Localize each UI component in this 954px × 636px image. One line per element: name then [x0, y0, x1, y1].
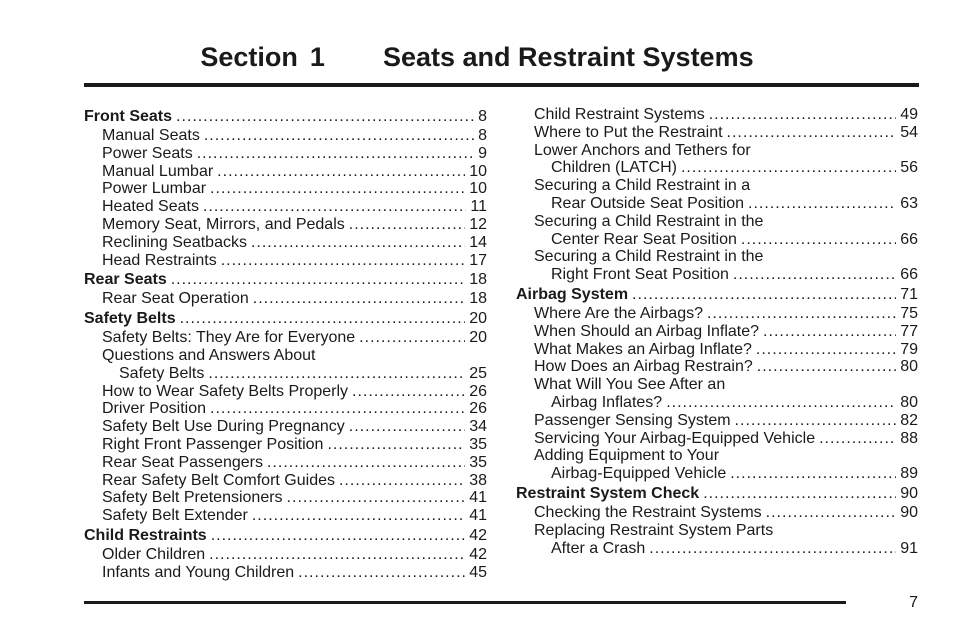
toc-entry-label: Children (LATCH) [551, 159, 677, 177]
toc-section-entry[interactable] [84, 525, 487, 546]
toc-leader-dots [252, 507, 465, 525]
toc-entry-label: Restraint System Check [516, 484, 700, 502]
toc-entry[interactable] [516, 447, 918, 465]
toc-entry-page: 75 [900, 304, 918, 322]
toc-leader-dots [352, 383, 465, 401]
toc-entry-label: Rear Seat Passengers [102, 453, 263, 471]
toc-leader-dots [298, 564, 465, 582]
toc-leader-dots [210, 180, 465, 198]
toc-entry[interactable] [516, 504, 918, 522]
toc-entry[interactable] [84, 418, 487, 436]
toc-entry[interactable] [516, 213, 918, 231]
toc-entry-label: Where Are the Airbags? [534, 304, 703, 322]
page-number: 7 [909, 594, 918, 611]
toc-entry[interactable] [516, 195, 918, 213]
toc-entry-page: 34 [469, 418, 487, 436]
toc-entry[interactable] [516, 305, 918, 323]
toc-entry-label: Airbag-Equipped Vehicle [551, 465, 727, 483]
toc-entry[interactable] [516, 358, 918, 376]
toc-leader-dots [763, 323, 896, 341]
toc-entry-label: Power Seats [102, 144, 193, 162]
toc-left-column [84, 106, 487, 582]
toc-entry-label: What Makes an Airbag Inflate? [534, 340, 752, 358]
toc-entry-page: 71 [900, 285, 918, 303]
toc-entry-page: 45 [469, 563, 487, 581]
toc-entry-label: Rear Safety Belt Comfort Guides [102, 471, 335, 489]
toc-entry-label: Replacing Restraint System Parts [534, 521, 774, 539]
toc-entry[interactable] [516, 248, 918, 266]
toc-entry-label: Right Front Passenger Position [102, 435, 324, 453]
toc-entry[interactable] [516, 266, 918, 284]
toc-entry-page: 42 [469, 545, 487, 563]
toc-entry-page: 42 [469, 526, 487, 544]
toc-leader-dots [253, 290, 465, 308]
toc-entry[interactable] [516, 323, 918, 341]
toc-entry[interactable] [84, 400, 487, 418]
toc-entry-page: 38 [469, 471, 487, 489]
toc-entry-page: 20 [469, 329, 487, 347]
toc-entry[interactable] [516, 430, 918, 448]
toc-entry[interactable] [84, 234, 487, 252]
toc-entry-page: 8 [478, 108, 487, 125]
toc-entry-page: 18 [469, 290, 487, 308]
toc-entry-page: 10 [469, 162, 487, 180]
toc-leader-dots [208, 365, 465, 383]
toc-entry-label: Rear Outside Seat Position [551, 194, 744, 212]
toc-entry-page: 89 [900, 465, 918, 483]
toc-entry[interactable] [84, 290, 487, 308]
toc-entry-label: Questions and Answers About [102, 346, 316, 364]
toc-entry-label: When Should an Airbag Inflate? [534, 322, 760, 340]
toc-leader-dots [210, 400, 465, 418]
toc-entry-label: Airbag Inflates? [551, 393, 663, 411]
toc-entry-label: How Does an Airbag Restrain? [534, 358, 753, 376]
toc-leader-dots [359, 329, 465, 347]
toc-entry-label: Reclining Seatbacks [102, 233, 247, 251]
toc-leader-dots [171, 269, 465, 290]
toc-entry-label: Head Restraints [102, 251, 217, 269]
toc-entry-page: 80 [900, 393, 918, 411]
toc-entry-page: 41 [469, 489, 487, 507]
toc-entry[interactable] [516, 341, 918, 359]
toc-entry-page: 12 [469, 215, 487, 233]
toc-entry[interactable] [84, 365, 487, 383]
toc-entry[interactable] [516, 106, 918, 124]
toc-leader-dots [730, 465, 896, 483]
toc-leader-dots [211, 525, 466, 546]
toc-entry-page: 66 [900, 230, 918, 248]
section-title: Seats and Restraint Systems [382, 42, 754, 72]
toc-entry[interactable] [516, 231, 918, 249]
toc-leader-dots [757, 358, 896, 376]
toc-leader-dots [204, 127, 474, 145]
toc-entry-label: Safety Belt Pretensioners [102, 489, 283, 507]
toc-leader-dots [819, 430, 896, 448]
toc-entry[interactable] [84, 127, 487, 145]
toc-entry-label: Safety Belts [84, 310, 176, 328]
toc-entry-page: 25 [469, 364, 487, 382]
toc-entry-page: 20 [469, 310, 487, 328]
toc-entry-label: Right Front Seat Position [551, 266, 729, 284]
toc-entry-page: 54 [900, 123, 918, 141]
toc-entry-label: Infants and Young Children [102, 563, 295, 581]
toc-entry-page: 79 [900, 340, 918, 358]
toc-leader-dots [649, 540, 896, 558]
toc-leader-dots [221, 252, 465, 270]
toc-entry-label: Manual Seats [102, 127, 200, 144]
toc-entry-page: 8 [478, 127, 487, 144]
toc-entry-page: 90 [900, 503, 918, 521]
toc-leader-dots [267, 454, 465, 472]
section-number: 1 [309, 42, 325, 72]
toc-leader-dots [735, 412, 897, 430]
toc-entry[interactable] [84, 329, 487, 347]
toc-leader-dots [176, 106, 474, 127]
toc-entry-page: 26 [469, 400, 487, 418]
toc-leader-dots [251, 234, 465, 252]
toc-entry-page: 17 [469, 251, 487, 269]
toc-entry[interactable] [84, 546, 487, 564]
toc-entry-page: 82 [900, 411, 918, 429]
toc-entry-page: 66 [900, 266, 918, 284]
toc-leader-dots [339, 472, 465, 490]
toc-entry[interactable] [516, 142, 918, 160]
toc-section-entry[interactable] [516, 284, 918, 305]
toc-leader-dots [707, 305, 896, 323]
top-rule [84, 83, 919, 87]
toc-entry[interactable] [84, 216, 487, 234]
toc-entry[interactable] [516, 412, 918, 430]
toc-entry-label: Securing a Child Restraint in the [534, 212, 764, 230]
toc-leader-dots [632, 284, 896, 305]
toc-entry-page: 88 [900, 429, 918, 447]
toc-leader-dots [180, 308, 466, 329]
section-label: Section [200, 42, 298, 72]
toc-entry-label: How to Wear Safety Belts Properly [102, 382, 349, 400]
toc-entry[interactable] [84, 383, 487, 401]
toc-leader-dots [756, 341, 896, 359]
toc-entry[interactable] [84, 436, 487, 454]
bottom-rule [84, 601, 846, 604]
toc-leader-dots [681, 159, 896, 177]
toc-entry-page: 77 [900, 322, 918, 340]
toc-leader-dots [349, 216, 465, 234]
toc-entry-page: 91 [900, 539, 918, 557]
toc-entry-page: 18 [469, 271, 487, 289]
toc-entry[interactable] [516, 465, 918, 483]
toc-entry-label: Power Lumbar [102, 180, 207, 198]
toc-entry-label: Manual Lumbar [102, 162, 214, 180]
toc-entry[interactable] [516, 540, 918, 558]
toc-leader-dots [703, 483, 896, 504]
toc-entry-label: Lower Anchors and Tethers for [534, 141, 751, 159]
toc-entry-label: Checking the Restraint Systems [534, 503, 762, 521]
toc-entry[interactable] [84, 163, 487, 181]
toc-entry[interactable] [516, 159, 918, 177]
toc-entry[interactable] [84, 454, 487, 472]
toc-entry-label: Safety Belt Extender [102, 507, 248, 525]
toc-entry-label: Servicing Your Airbag-Equipped Vehicle [534, 429, 816, 447]
toc-entry-label: Securing a Child Restraint in the [534, 248, 764, 266]
toc-entry-page: 10 [469, 180, 487, 198]
toc-entry-page: 14 [469, 233, 487, 251]
toc-entry[interactable] [84, 198, 487, 216]
toc-entry[interactable] [84, 252, 487, 270]
toc-entry-page: 49 [900, 106, 918, 123]
toc-entry-label: Safety Belts: They Are for Everyone [102, 329, 356, 347]
toc-entry[interactable] [84, 145, 487, 163]
toc-entry-label: Rear Seats [84, 271, 167, 289]
toc-leader-dots [209, 546, 465, 564]
toc-entry-label: Older Children [102, 545, 206, 563]
toc-entry-label: Child Restraints [84, 526, 207, 544]
toc-entry-label: Rear Seat Operation [102, 290, 249, 308]
toc-entry-label: Airbag System [516, 285, 629, 303]
toc-entry-label: Securing a Child Restraint in a [534, 177, 751, 195]
toc-section-entry[interactable] [84, 269, 487, 290]
toc-entry-page: 35 [469, 435, 487, 453]
toc-leader-dots [349, 418, 465, 436]
toc-entry-label: Center Rear Seat Position [551, 230, 737, 248]
toc-entry-label: Memory Seat, Mirrors, and Pedals [102, 215, 345, 233]
toc-leader-dots [709, 106, 896, 124]
toc-right-column [516, 106, 918, 557]
toc-leader-dots [733, 266, 896, 284]
toc-entry-label: Passenger Sensing System [534, 411, 731, 429]
toc-entry[interactable] [84, 489, 487, 507]
toc-entry[interactable] [516, 177, 918, 195]
toc-entry-label: Safety Belts [119, 364, 205, 382]
toc-section-entry[interactable] [84, 106, 487, 127]
toc-entry-label: Adding Equipment to Your [534, 447, 720, 465]
toc-entry-page: 63 [900, 194, 918, 212]
toc-entry-page: 90 [900, 484, 918, 502]
toc-entry-label: Heated Seats [102, 198, 199, 216]
toc-entry-page: 80 [900, 358, 918, 376]
toc-entry[interactable] [84, 507, 487, 525]
toc-leader-dots [766, 504, 897, 522]
toc-leader-dots [203, 198, 466, 216]
toc-entry[interactable] [84, 564, 487, 582]
toc-leader-dots [741, 231, 896, 249]
toc-entry-page: 9 [478, 144, 487, 162]
toc-entry-label: After a Crash [551, 539, 646, 557]
toc-leader-dots [197, 145, 474, 163]
toc-leader-dots [748, 195, 896, 213]
toc-entry-label: Child Restraint Systems [534, 106, 705, 123]
toc-entry[interactable] [516, 522, 918, 540]
toc-entry[interactable] [84, 180, 487, 198]
toc-entry-label: Front Seats [84, 108, 173, 125]
toc-entry[interactable] [84, 472, 487, 490]
toc-entry-page: 26 [469, 382, 487, 400]
toc-entry-page: 11 [470, 198, 487, 216]
page-title [0, 42, 954, 73]
toc-entry[interactable] [516, 394, 918, 412]
toc-leader-dots [287, 489, 466, 507]
toc-entry-label: Driver Position [102, 400, 207, 418]
toc-leader-dots [727, 124, 897, 142]
toc-leader-dots [217, 163, 465, 181]
toc-entry[interactable] [84, 347, 487, 365]
toc-section-entry[interactable] [516, 483, 918, 504]
toc-entry-label: Where to Put the Restraint [534, 123, 723, 141]
toc-entry[interactable] [516, 376, 918, 394]
toc-entry-page: 35 [469, 453, 487, 471]
toc-entry-page: 41 [469, 507, 487, 525]
toc-leader-dots [666, 394, 896, 412]
toc-leader-dots [327, 436, 465, 454]
toc-entry[interactable] [516, 124, 918, 142]
toc-section-entry[interactable] [84, 308, 487, 329]
toc-entry-page: 56 [900, 159, 918, 177]
toc-entry-label: What Will You See After an [534, 376, 726, 394]
toc-entry-label: Safety Belt Use During Pregnancy [102, 418, 345, 436]
